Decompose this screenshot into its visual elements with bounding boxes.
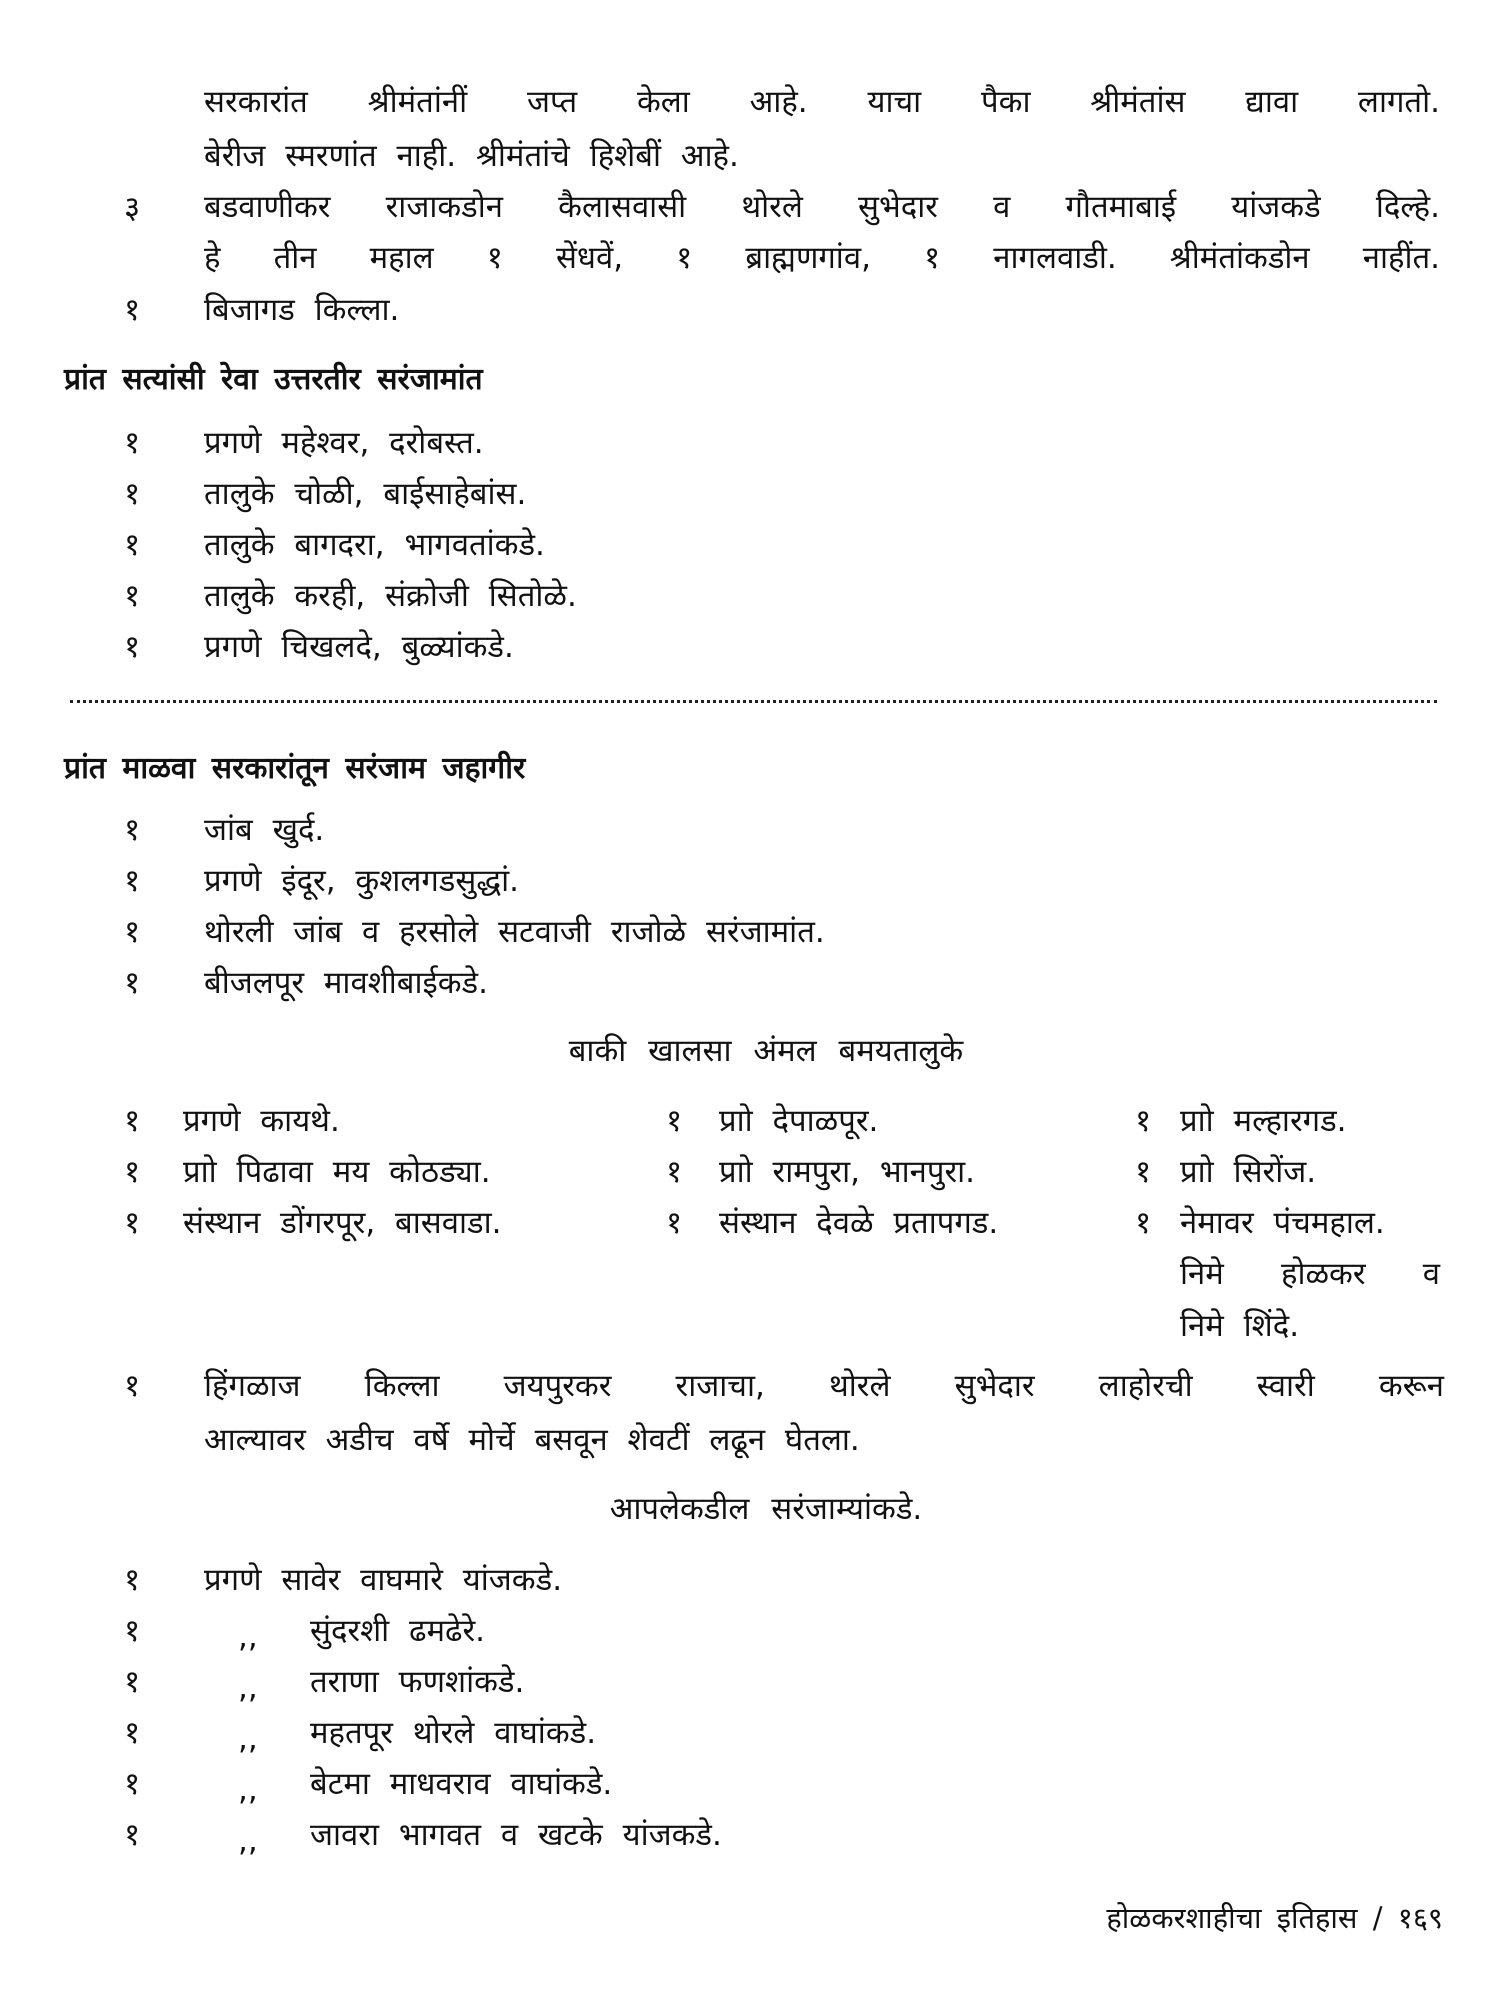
list-item: जावरा भागवत व खटके यांजकडे.	[310, 1817, 722, 1853]
list-item: प्रगणे इंदूर, कुशलगडसुद्धां.	[204, 863, 519, 899]
list-item: तराणा फणशांकडे.	[310, 1664, 525, 1700]
item-number: १	[124, 292, 141, 328]
centered-heading: आपलेकडील सरंजाम्यांकडे.	[609, 1491, 923, 1527]
item-number: १	[124, 476, 141, 512]
item-number: १	[124, 527, 141, 563]
text-line: आल्यावर अडीच वर्षे मोर्चे बसवून शेवटीं लढून घेतला.	[204, 1422, 860, 1458]
list-item: तालुके बागदरा, भागवतांकडे.	[204, 527, 545, 563]
list-item: तालुके करही, संक्रोजी सितोळे.	[204, 578, 577, 614]
item-number: १	[124, 812, 141, 848]
text-line: बडवाणीकर राजाकडोन कैलासवासी थोरले सुभेदार व गौतमाबाई यांजकडे दिल्हे.	[204, 189, 1440, 225]
grid-item: प्राो पिढावा मय कोठड्या.	[183, 1154, 491, 1190]
grid-item: प्राो रामपुरा, भानपुरा.	[719, 1154, 976, 1190]
item-number: १	[1135, 1103, 1152, 1139]
grid-item-continuation: निमे शिंदे.	[1180, 1308, 1300, 1344]
text-line: बेरीज स्मरणांत नाही. श्रीमंतांचे हिशेबीं आहे.	[204, 138, 739, 174]
item-number: १	[124, 1715, 141, 1751]
ditto-mark: ,,	[238, 1721, 258, 1757]
grid-item: प्रगणे कायथे.	[183, 1103, 340, 1139]
item-number: १	[124, 1817, 141, 1853]
text-line: बिजागड किल्ला.	[204, 292, 400, 328]
list-item: बीजलपूर मावशीबाईकडे.	[204, 965, 489, 1001]
item-number: १	[666, 1103, 683, 1139]
grid-item-continuation: निमे होळकर व	[1180, 1256, 1440, 1292]
grid-item: प्राो सिरोंज.	[1180, 1154, 1317, 1190]
list-item: सुंदरशी ढमढेरे.	[310, 1613, 486, 1649]
centered-heading: बाकी खालसा अंमल बमयतालुके	[568, 1033, 964, 1069]
grid-item: संस्थान डोंगरपूर, बासवाडा.	[183, 1205, 502, 1241]
item-number: १	[124, 1368, 141, 1404]
grid-item: नेमावर पंचमहाल.	[1180, 1205, 1385, 1241]
list-item: प्रगणे महेश्वर, दरोबस्त.	[204, 425, 484, 461]
list-item: महतपूर थोरले वाघांकडे.	[310, 1715, 597, 1751]
ditto-mark: ,,	[238, 1670, 258, 1706]
section-heading: प्रांत सत्यांसी रेवा उत्तरतीर सरंजामांत	[64, 362, 483, 397]
item-number: १	[124, 1205, 141, 1241]
ditto-mark: ,,	[238, 1823, 258, 1859]
text-line: हे तीन महाल १ सेंधवें, १ ब्राह्मणगांव, १ नागलवाडी. श्रीमंतांकडोन नाहींत.	[204, 240, 1440, 276]
list-item: प्रगणे सावेर वाघमारे यांजकडे.	[204, 1562, 563, 1598]
item-number: १	[124, 1766, 141, 1802]
item-number: १	[666, 1154, 683, 1190]
list-item: जांब खुर्द.	[204, 812, 325, 848]
grid-item: प्राो देपाळपूर.	[719, 1103, 879, 1139]
item-number: १	[124, 914, 141, 950]
section-heading: प्रांत माळवा सरकारांतून सरंजाम जहागीर	[64, 751, 526, 786]
item-number: १	[124, 629, 141, 665]
item-number: १	[124, 1562, 141, 1598]
grid-item: संस्थान देवळे प्रतापगड.	[719, 1205, 999, 1241]
item-number: १	[124, 1613, 141, 1649]
text-line: हिंगळाज किल्ला जयपुरकर राजाचा, थोरले सुभेदार लाहोरची स्वारी करून	[204, 1368, 1444, 1404]
item-number: १	[124, 863, 141, 899]
item-number: १	[1135, 1154, 1152, 1190]
item-number: १	[124, 1103, 141, 1139]
item-number: १	[124, 425, 141, 461]
text-line: सरकारांत श्रीमंतांनीं जप्त केला आहे. याचा पैका श्रीमंतांस द्यावा लागतो.	[204, 84, 1440, 120]
ditto-mark: ,,	[238, 1772, 258, 1808]
list-item: बेटमा माधवराव वाघांकडे.	[310, 1766, 613, 1802]
item-number: १	[124, 1154, 141, 1190]
list-item: तालुके चोळी, बाईसाहेबांस.	[204, 476, 527, 512]
item-number: १	[1135, 1205, 1152, 1241]
ditto-mark: ,,	[238, 1619, 258, 1655]
item-number: ३	[124, 190, 141, 226]
item-number: १	[124, 578, 141, 614]
dotted-divider	[70, 700, 1437, 703]
page-footer: होळकरशाहीचा इतिहास / १६९	[1106, 1901, 1443, 1935]
list-item: थोरली जांब व हरसोले सटवाजी राजोळे सरंजामांत.	[204, 914, 825, 950]
item-number: १	[666, 1205, 683, 1241]
grid-item: प्राो मल्हारगड.	[1180, 1103, 1347, 1139]
list-item: प्रगणे चिखलदे, बुळ्यांकडे.	[204, 629, 514, 665]
item-number: १	[124, 965, 141, 1001]
item-number: १	[124, 1664, 141, 1700]
